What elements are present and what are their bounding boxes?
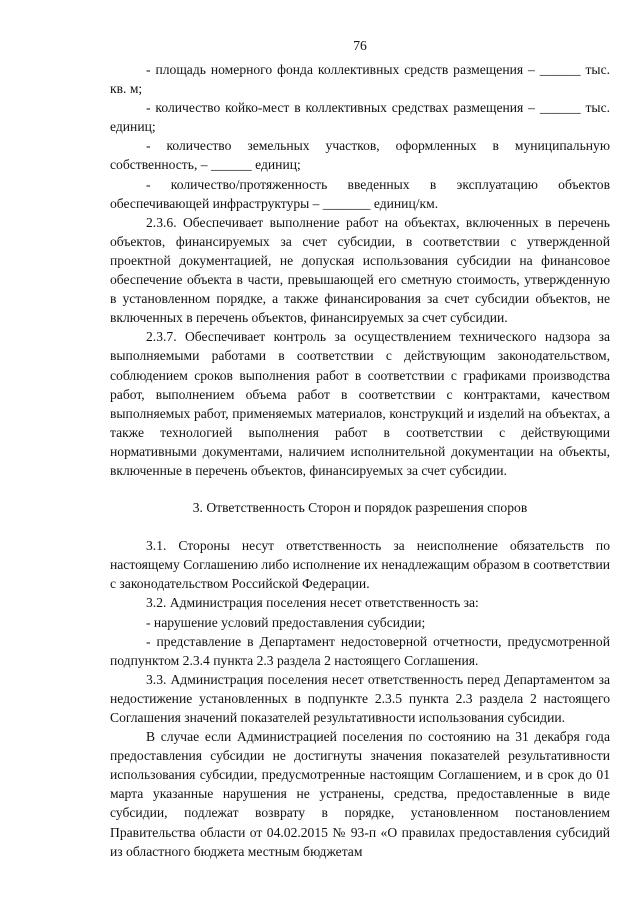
list-item-room-fund-area: - площадь номерного фонда коллективных средств размещения – ______ тыс. кв. м; xyxy=(110,62,610,97)
list-item-land-plots: - количество земельных участков, оформленных в муниципальную собственность, – ______ единиц; xyxy=(110,138,610,173)
clause-3-1: 3.1. Стороны несут ответственность за неисполнение обязательств по настоящему Соглашению либо исполнение их ненадлежащим образом в соответствии с законодательством Российской Федерации. xyxy=(110,538,610,592)
section-heading-3: 3. Ответственность Сторон и порядок разрешения споров xyxy=(192,500,528,516)
clause-2-3-7: 2.3.7. Обеспечивает контроль за осуществлением технического надзора за выполняемыми работами в соответствии с действующим законодательством, соблюдением сроков выполнения работ в соответствии с графиками производства работ, выполнением объема работ в соответствии с контрактами, качеством выполняемых работ, применяемых материалов, конструкций и изделий на объектах, а также технологией выполнения работ в соответствии с действующими нормативными документами, наличием исполнительной документации на объекты, включенные в перечень объектов, финансируемых за счет субсидии. xyxy=(110,329,610,478)
clause-3-3: 3.3. Администрация поселения несет ответственность перед Департаментом за недостижение установленных в подпункте 2.3.5 пункта 2.3 раздела 2 настоящего Соглашения значений показателей результативности использования субсидии. xyxy=(110,671,610,725)
clause-3-2: 3.2. Администрация поселения несет ответственность за: xyxy=(146,595,479,611)
page-number: 76 xyxy=(353,38,367,53)
list-item-bed-count: - количество койко-мест в коллективных средствах размещения – ______ тыс. единиц; xyxy=(110,100,610,135)
document-page xyxy=(110,38,610,861)
clause-3-2-item-reporting: - представление в Департамент недостоверной отчетности, предусмотренной подпунктом 2.3.4 пункта 2.3 раздела 2 настоящего Соглашения. xyxy=(110,633,610,668)
clause-3-3-return-case: В случае если Администрацией поселения по состоянию на 31 декабря года предоставления субсидии не достигнуты значения показателей результативности использования субсидии, предусмотренные настоящим Соглашением, и в срок до 01 марта указанные нарушения не устранены, средства, предоставленные в виде субсидии, подлежат возврату в порядке, установленном постановлением Правительства области от 04.02.2015 № 93-п «О правилах предоставления субсидий из областного бюджета местным бюджетам xyxy=(110,729,610,859)
clause-2-3-6: 2.3.6. Обеспечивает выполнение работ на объектах, включенных в перечень объектов, финансируемых за счет субсидии, в соответствии с утвержденной проектной документацией, не допуская использования субсидии на финансовое обеспечение объекта в части, превышающей его сметную стоимость, утвержденную в установленном порядке, а также финансирования за счет субсидии объектов, не включенных в перечень объектов, финансируемых за счет субсидии. xyxy=(110,214,610,326)
clause-3-2-item-conditions: - нарушение условий предоставления субсидии; xyxy=(146,614,426,630)
list-item-infrastructure: - количество/протяженность введенных в эксплуатацию объектов обеспечивающей инфраструктуры – _______ единиц/км. xyxy=(110,176,610,211)
